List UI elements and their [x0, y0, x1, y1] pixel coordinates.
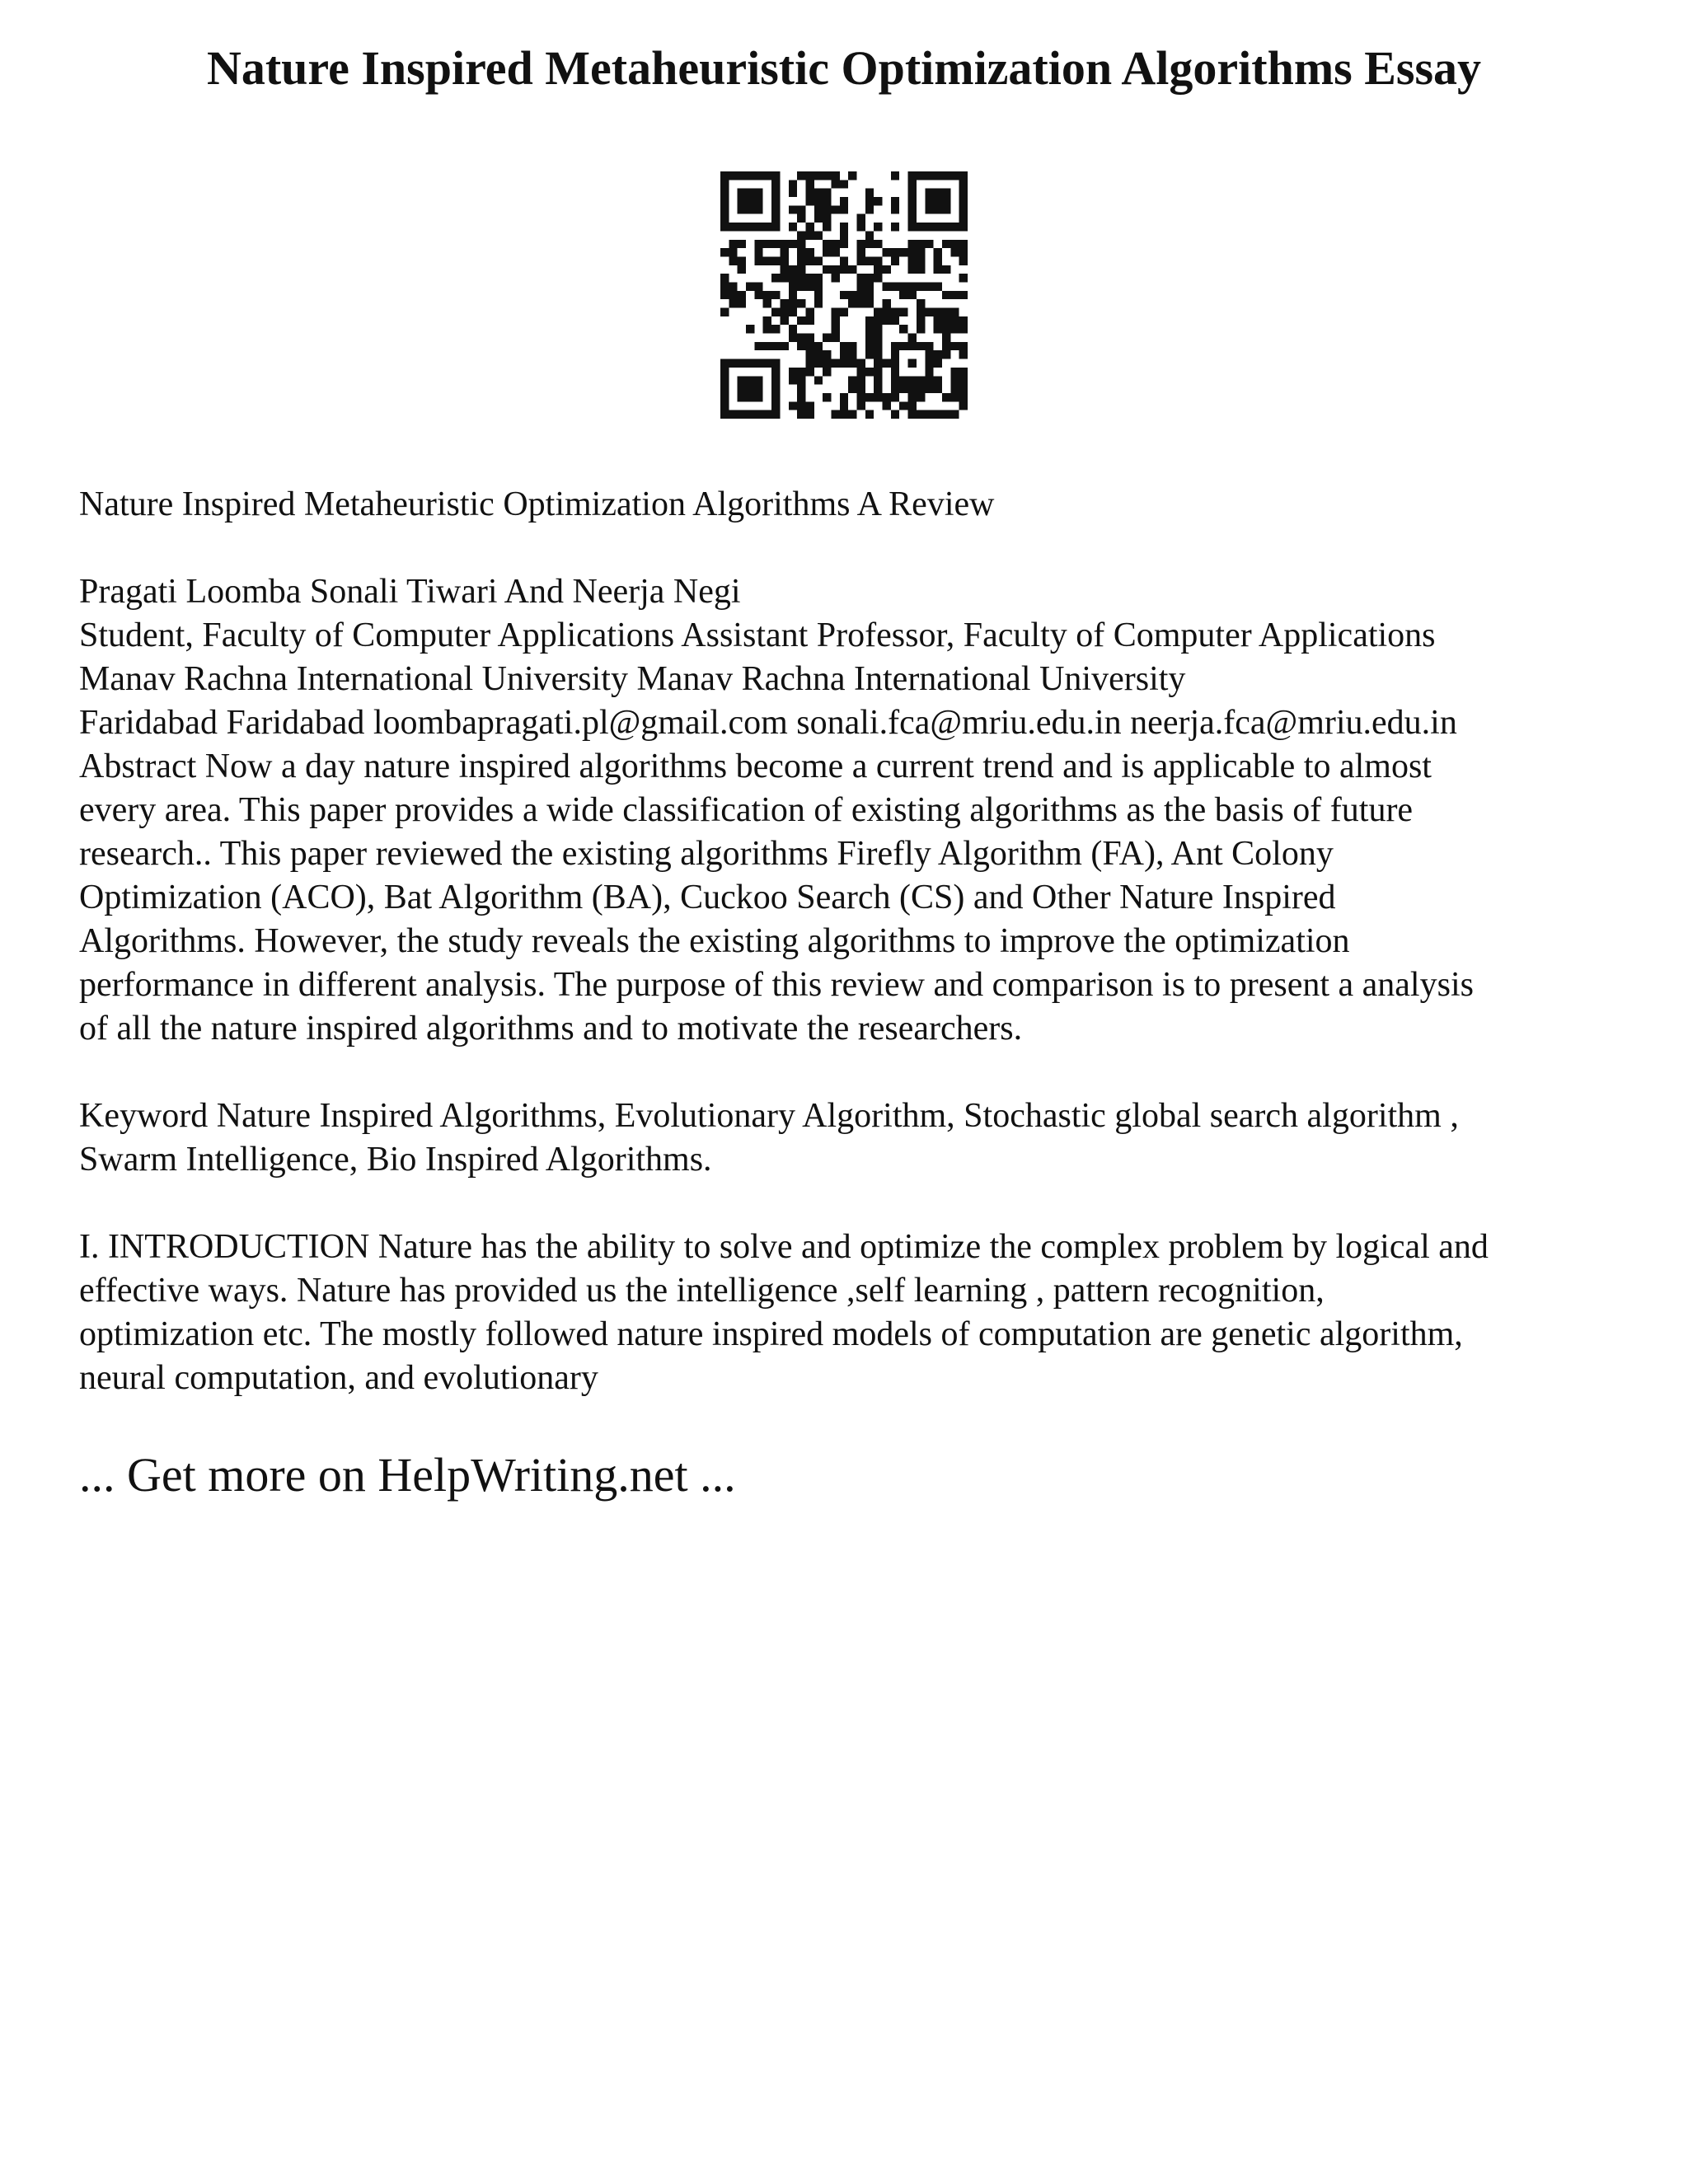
abstract-line: Optimization (ACO), Bat Algorithm (BA), Cuckoo Search (CS) and Other Nature Inspired: [79, 879, 1336, 916]
abstract-line: Algorithms. However, the study reveals the existing algorithms to improve the optimization: [79, 922, 1350, 960]
get-more-link[interactable]: ... Get more on HelpWriting.net ...: [79, 1448, 736, 1502]
qr-code-graphic: [720, 171, 968, 419]
document-body: [79, 483, 1629, 1400]
author-contact: Faridabad Faridabad loombapragati.pl@gmail.com sonali.fca@mriu.edu.in neerja.fca@mriu.edu.in: [79, 704, 1457, 742]
introduction-line: effective ways. Nature has provided us the intelligence ,self learning , pattern recognition,: [79, 1272, 1325, 1310]
abstract-line: performance in different analysis. The purpose of this review and comparison is to present a analysis: [79, 966, 1474, 1004]
keywords-line: Keyword Nature Inspired Algorithms, Evolutionary Algorithm, Stochastic global search algorithm ,: [79, 1097, 1459, 1135]
introduction-line: neural computation, and evolutionary: [79, 1359, 598, 1397]
author-university: Manav Rachna International University Manav Rachna International University: [79, 660, 1186, 698]
introduction-line: optimization etc. The mostly followed nature inspired models of computation are genetic algorithm,: [79, 1315, 1463, 1353]
review-title: Nature Inspired Metaheuristic Optimization Algorithms A Review: [79, 485, 995, 523]
document-title: Nature Inspired Metaheuristic Optimization Algorithms Essay: [206, 41, 1482, 95]
abstract-line: every area. This paper provides a wide classification of existing algorithms as the basis of future: [79, 791, 1414, 829]
abstract-line: Abstract Now a day nature inspired algorithms become a current trend and is applicable to almost: [79, 748, 1432, 785]
author-names: Pragati Loomba Sonali Tiwari And Neerja Negi: [79, 573, 741, 611]
authors-block: [79, 570, 1629, 1051]
qr-code-icon: [720, 171, 968, 419]
author-roles: Student, Faculty of Computer Applications Assistant Professor, Faculty of Computer Applications: [79, 616, 1436, 654]
keywords-block: [79, 1094, 1629, 1182]
abstract-line: research.. This paper reviewed the existing algorithms Firefly Algorithm (FA), Ant Colony: [79, 835, 1334, 873]
keywords-line: Swarm Intelligence, Bio Inspired Algorithms.: [79, 1141, 712, 1179]
introduction-block: [79, 1226, 1629, 1400]
abstract-line: of all the nature inspired algorithms and to motivate the researchers.: [79, 1010, 1023, 1047]
introduction-line: I. INTRODUCTION Nature has the ability to solve and optimize the complex problem by logical and: [79, 1228, 1489, 1266]
